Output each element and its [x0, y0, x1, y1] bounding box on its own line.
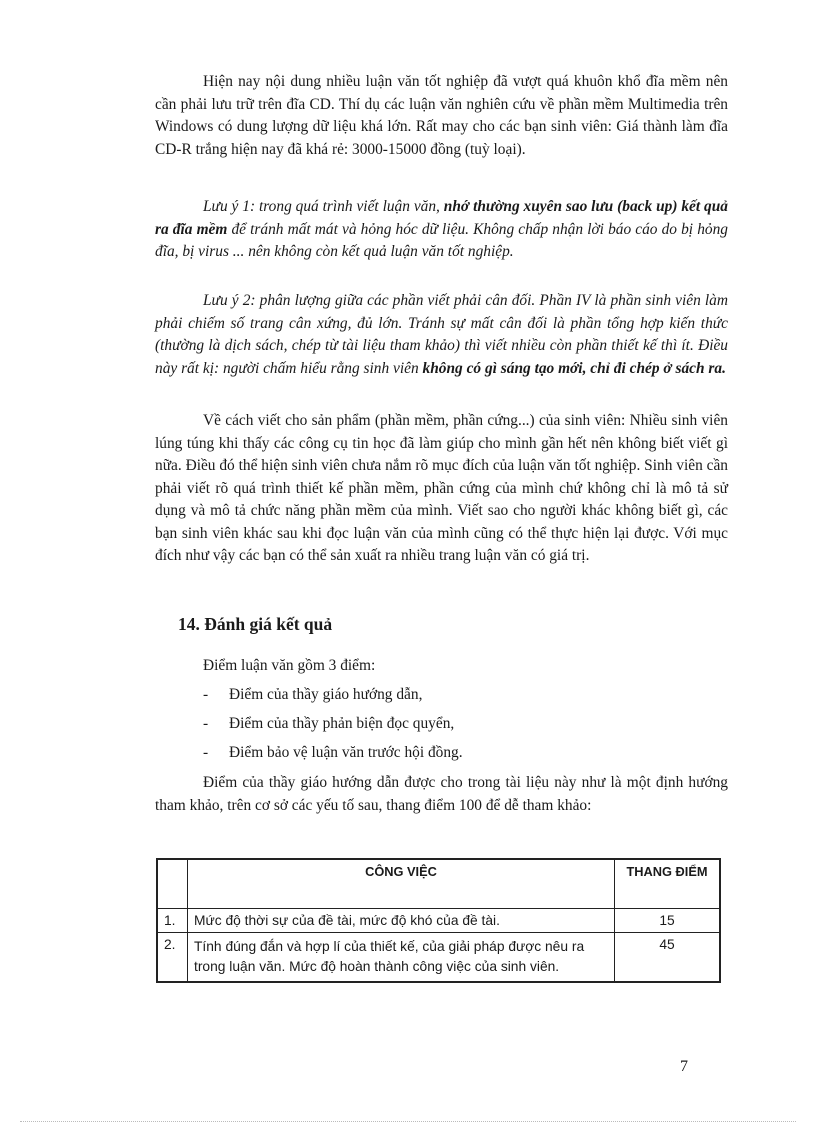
list-item-text: Điểm của thầy giáo hướng dẫn,: [229, 686, 423, 703]
table-header-score: THANG ĐIỂM: [615, 859, 721, 909]
table-cell-score: 15: [615, 909, 721, 933]
note-2-text: Lưu ý 2: phân lượng giữa các phần viết phải cân đối. Phần IV là phần sinh viên làm phải chiếm số trang cân xứng, đủ lớn. Tránh sự mất cân đối là phần tổng hợp kiến thức (thường là dịch sách, chép từ tài liệu tham khảo) thì viết nhiều còn phần thiết kế thì ít. Điều này rất kị: người chấm hiểu rằng sinh viên: [155, 292, 728, 377]
table-header-index: [157, 859, 188, 909]
table-row: [157, 933, 720, 983]
list-item-text: Điểm bảo vệ luận văn trước hội đồng.: [229, 744, 463, 761]
note-1-emphasis: nhớ thường xuyên sao lưu (back up) kết quả ra đĩa mềm: [155, 198, 728, 238]
table-cell-score: 45: [615, 933, 721, 983]
note-2: [155, 290, 728, 380]
grading-list: [203, 684, 463, 771]
table-cell-task: Tính đúng đắn và hợp lí của thiết kế, của giải pháp được nêu ra trong luận văn. Mức độ hoàn thành công việc của sinh viên.: [188, 933, 615, 983]
list-item: - Điểm của thầy phản biện đọc quyển,: [203, 715, 455, 732]
grading-intro: Điểm luận văn gồm 3 điểm:: [203, 657, 376, 674]
paragraph-cd-storage: Hiện nay nội dung nhiều luận văn tốt nghiệp đã vượt quá khuôn khổ đĩa mềm nên cần phải lưu trữ trên đĩa CD. Thí dụ các luận văn nghiên cứu về phần mềm Multimedia trên Windows có dung lượng dữ liệu khá lớn. Rất may cho các bạn sinh viên: Giá thành làm đĩa CD-R trắng hiện nay đã khá rẻ: 3000-15000 đồng (tuỳ loại).: [155, 73, 728, 158]
page-bottom-divider: [20, 1121, 796, 1122]
paragraph-product-writing: Về cách viết cho sản phẩm (phần mềm, phần cứng...) của sinh viên: Nhiều sinh viên lúng túng khi thấy các công cụ tin học đã làm giúp cho mình gần hết nên không biết viết gì nữa. Điều đó thể hiện sinh viên chưa nắm rõ mục đích của luận văn tốt nghiệp. Sinh viên cần phải viết rõ quá trình thiết kế phần mềm, phần cứng của mình chứ không chỉ là mô tả sử dụng và mô tả chức năng phần mềm của mình. Viết sao cho người khác không biết gì, các bạn sinh viên khác sau khi đọc luận văn của mình cũng có thể thực hiện lại được. Với mục đích như vậy các bạn có thể sản xuất ra nhiều trang luận văn có giá trị.: [155, 412, 728, 564]
note-2-emphasis: không có gì sáng tạo mới, chỉ đi chép ở sách ra.: [422, 359, 726, 377]
table-cell-task: Mức độ thời sự của đề tài, mức độ khó của đề tài.: [188, 909, 615, 933]
paragraph-grading-guide: Điểm của thầy giáo hướng dẫn được cho trong tài liệu này như là một định hướng tham khảo, trên cơ sở các yếu tố sau, thang điểm 100 để dễ tham khảo:: [155, 774, 728, 814]
note-1: [155, 196, 728, 264]
note-1-text-end: để tránh mất mát và hỏng hóc dữ liệu. Không chấp nhận lời báo cáo do bị hỏng đĩa, bị virus ... nên không còn kết quả luận văn tốt nghiệp.: [155, 220, 728, 260]
page-number: 7: [680, 1058, 688, 1075]
table-cell-index: 1.: [157, 909, 188, 933]
section-heading: 14. Đánh giá kết quả: [178, 614, 333, 634]
table-cell-index: 2.: [157, 933, 188, 983]
grading-table: [156, 858, 721, 983]
list-item-text: Điểm của thầy phản biện đọc quyển,: [229, 715, 455, 732]
note-1-text: Lưu ý 1: trong quá trình viết luận văn,: [203, 198, 444, 215]
table-header-row: [157, 859, 720, 909]
list-item: - Điểm của thầy giáo hướng dẫn,: [203, 686, 423, 703]
table-row: [157, 909, 720, 933]
list-item: - Điểm bảo vệ luận văn trước hội đồng.: [203, 744, 463, 761]
table-header-task: CÔNG VIỆC: [188, 859, 615, 909]
